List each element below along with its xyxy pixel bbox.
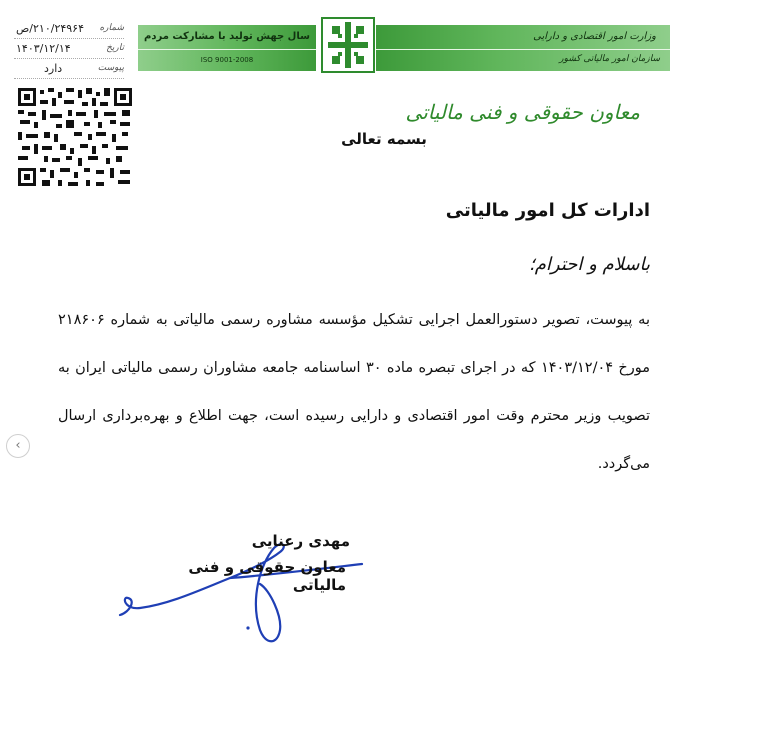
emblem-logo [318, 14, 378, 76]
carousel-prev-button[interactable] [6, 434, 30, 458]
letter-number-label: شماره [99, 23, 124, 33]
letter-attachment-value: دارد [44, 62, 63, 75]
signatory-name: مهدی رعنایی [251, 532, 350, 550]
body-paragraph: به پیوست، تصویر دستورالعمل اجرایی تشکیل مؤسسه مشاوره رسمی مالیاتی به شماره ۲۱۸۶۰۶ مورخ ۱۴۰۳/۱۲/۰۴ که در اجرای تبصره ماده ۳۰ اساسنامه جامعه مشاوران رسمی مالیاتی ایران به تصویب وزیر محترم وقت امور اقتصادی و دارایی رسیده است، جهت اطلاع و بهره‌برداری ارسال می‌گردد. [58, 312, 650, 472]
letter-attachment [14, 62, 124, 79]
bismillah-heading: بسمه تعالی [341, 130, 427, 148]
slogan-text: سال جهش تولید با مشارکت مردم [144, 31, 310, 42]
addressee: ادارات کل امور مالیاتی [445, 200, 650, 221]
letter-number-value: ۲۱۰/۲۴۹۶۴/ص [16, 22, 84, 35]
chevron-left-icon: ‹ [15, 438, 21, 453]
letter-date-value: ۱۴۰۳/۱۲/۱۴ [16, 42, 71, 55]
letter-body [58, 296, 650, 488]
ministry-name: وزارت امور اقتصادی و دارایی [533, 31, 656, 42]
deputy-heading: معاون حقوقی و فنی مالیاتی [405, 100, 640, 124]
letter-number [14, 22, 124, 39]
greeting: باسلام و احترام؛ [529, 254, 650, 275]
slogan-banner [138, 25, 316, 71]
organization-name: سازمان امور مالیاتی کشور [559, 54, 660, 64]
iso-text: ISO 9001-2008 [200, 56, 254, 64]
signatory-title: معاون حقوقی و فنی مالیاتی [188, 558, 346, 594]
letter-date-label: تاریخ [106, 43, 124, 53]
letter-attachment-label: پیوست [97, 63, 124, 73]
ministry-banner [376, 25, 670, 71]
letter-date [14, 42, 124, 59]
